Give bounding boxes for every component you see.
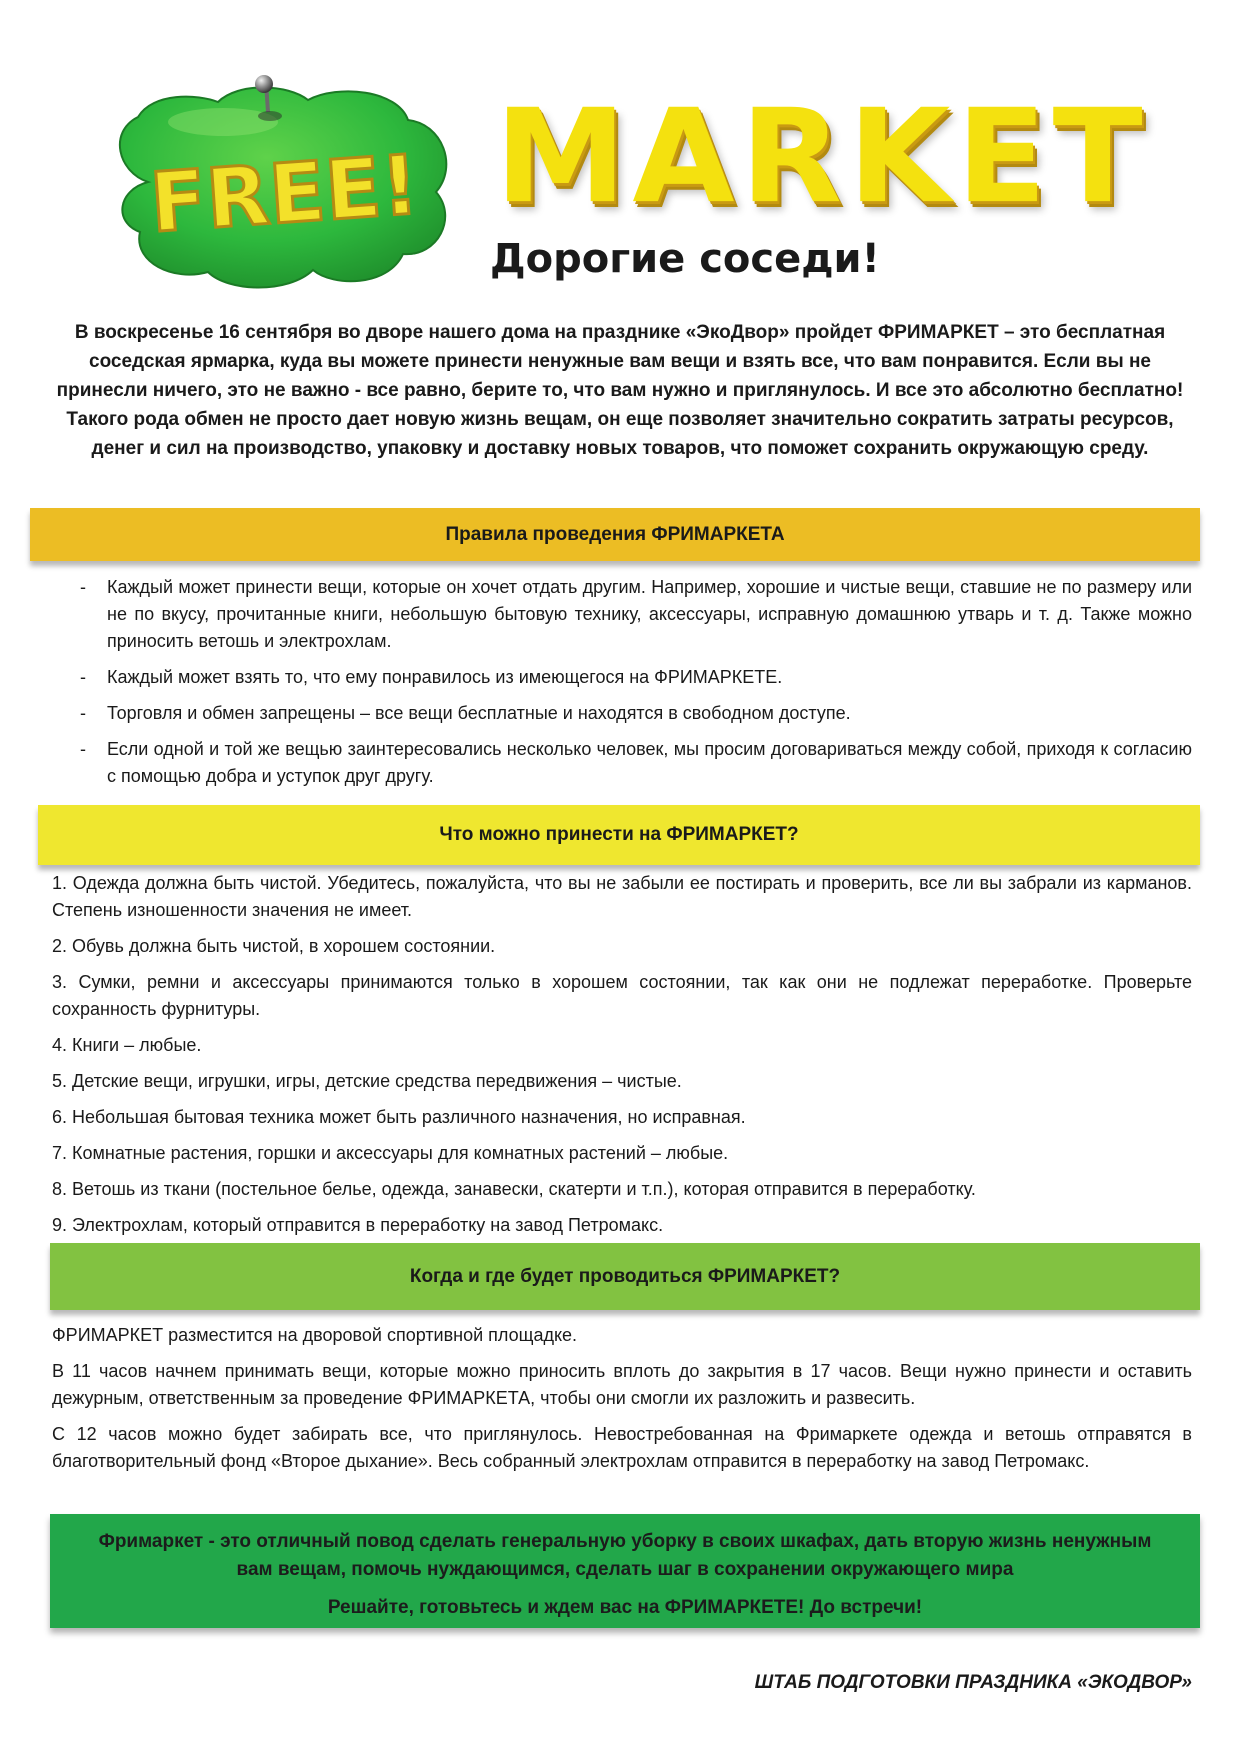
rule-text: Каждый может принести вещи, которые он хочет отдать другим. Например, хорошие и чистые вещи, ставшие не по размеру или не по вкусу, прочитанные книги, небольшую бытовую технику, аксессуары, исправную домашнюю утварь и т. д. Также можно приносить ветошь и электрохлам. [107,577,1192,651]
bring-item: 7. Комнатные растения, горшки и аксессуары для комнатных растений – любые. [52,1143,729,1163]
bring-item: 1. Одежда должна быть чистой. Убедитесь, пожалуйста, что вы не забыли ее постирать и проверить, все ли вы забрали из карманов. Степень изношенности значения не имеет. [52,873,1192,920]
bullet-dash: - [80,667,86,687]
rule-item [80,736,1192,790]
free-logo-text: FREE! [147,137,422,252]
greeting-heading: Дорогие соседи! [490,236,880,282]
signature: ШТАБ ПОДГОТОВКИ ПРАЗДНИКА «ЭКОДВОР» [754,1672,1192,1693]
what-to-bring-heading: Что можно принести на ФРИМАРКЕТ? [38,805,1200,865]
free-speech-bubble-icon [108,72,478,312]
rule-item [80,700,1192,727]
closing-call-to-action: Решайте, готовьтесь и ждем вас на ФРИМАРКЕТЕ! До встречи! [327,1597,923,1618]
when-paragraph: В 11 часов начнем принимать вещи, которые можно приносить вплоть до закрытия в 17 часов. Вещи нужно принести и оставить дежурным, ответственным за проведение ФРИМАРКЕТА, чтобы они смогли их разложить и развесить. [52,1361,1192,1408]
bring-item: 6. Небольшая бытовая техника может быть различного назначения, но исправная. [52,1107,746,1127]
free-logo [108,72,478,312]
bullet-dash: - [80,577,86,597]
when-where-heading: Когда и где будет проводиться ФРИМАРКЕТ? [50,1243,1200,1310]
bring-item: 8. Ветошь из ткани (постельное белье, одежда, занавески, скатерти и т.п.), которая отправится в переработку. [52,1179,976,1199]
bring-item: 9. Электрохлам, который отправится в переработку на завод Петромакс. [52,1215,664,1235]
rule-text: Торговля и обмен запрещены – все вещи бесплатные и находятся в свободном доступе. [107,703,851,723]
rule-item [80,574,1192,655]
when-paragraph: С 12 часов можно будет забирать все, что приглянулось. Невостребованная на Фримаркете одежда и ветошь отправятся в благотворительный фонд «Второе дыхание». Весь собранный электрохлам отправится в переработку на завод Петромакс. [52,1424,1192,1471]
bullet-dash: - [80,703,86,723]
what-to-bring-list [52,870,1192,1248]
bring-item: 3. Сумки, ремни и аксессуары принимаются только в хорошем состоянии, так как они не подлежат переработке. Проверьте сохранность фурнитуры. [52,972,1192,1019]
bring-item: 5. Детские вещи, игрушки, игры, детские средства передвижения – чистые. [52,1071,682,1091]
rules-heading: Правила проведения ФРИМАРКЕТА [30,508,1200,561]
rules-list [80,574,1192,799]
market-logo-text: MARKET [495,81,1149,233]
bring-item: 2. Обувь должна быть чистой, в хорошем состоянии. [52,936,496,956]
rule-item [80,664,1192,691]
bring-item: 4. Книги – любые. [52,1035,202,1055]
intro-paragraph: В воскресенье 16 сентября во дворе нашего дома на празднике «ЭкоДвор» пройдет ФРИМАРКЕТ – это бесплатная соседская ярмарка, куда вы можете принести ненужные вам вещи и взять все, что вам понравится. Если вы не принесли ничего, это не важно - все равно, берите то, что вам нужно и приглянулось. И все это абсолютно бесплатно! Такого рода обмен не просто дает новую жизнь вещам, он еще позволяет значительно сократить затраты ресурсов, денег и сил на производство, упаковку и доставку новых товаров, что поможет сохранить окружающую среду. [56,322,1184,459]
rule-text: Если одной и той же вещью заинтересовались несколько человек, мы просим договариваться между собой, приходя к согласию с помощью добра и уступок друг другу. [107,739,1192,786]
when-where-section [52,1322,1192,1484]
closing-message: Фримаркет - это отличный повод сделать генеральную уборку в своих шкафах, дать вторую жизнь ненужным вам вещам, помочь нуждающимся, сделать шаг в сохранении окружающего мира [98,1531,1152,1580]
closing-banner [50,1514,1200,1628]
bullet-dash: - [80,739,86,759]
rule-text: Каждый может взять то, что ему понравилось из имеющегося на ФРИМАРКЕТЕ. [107,667,783,687]
when-paragraph: ФРИМАРКЕТ разместится на дворовой спортивной площадке. [52,1325,578,1345]
